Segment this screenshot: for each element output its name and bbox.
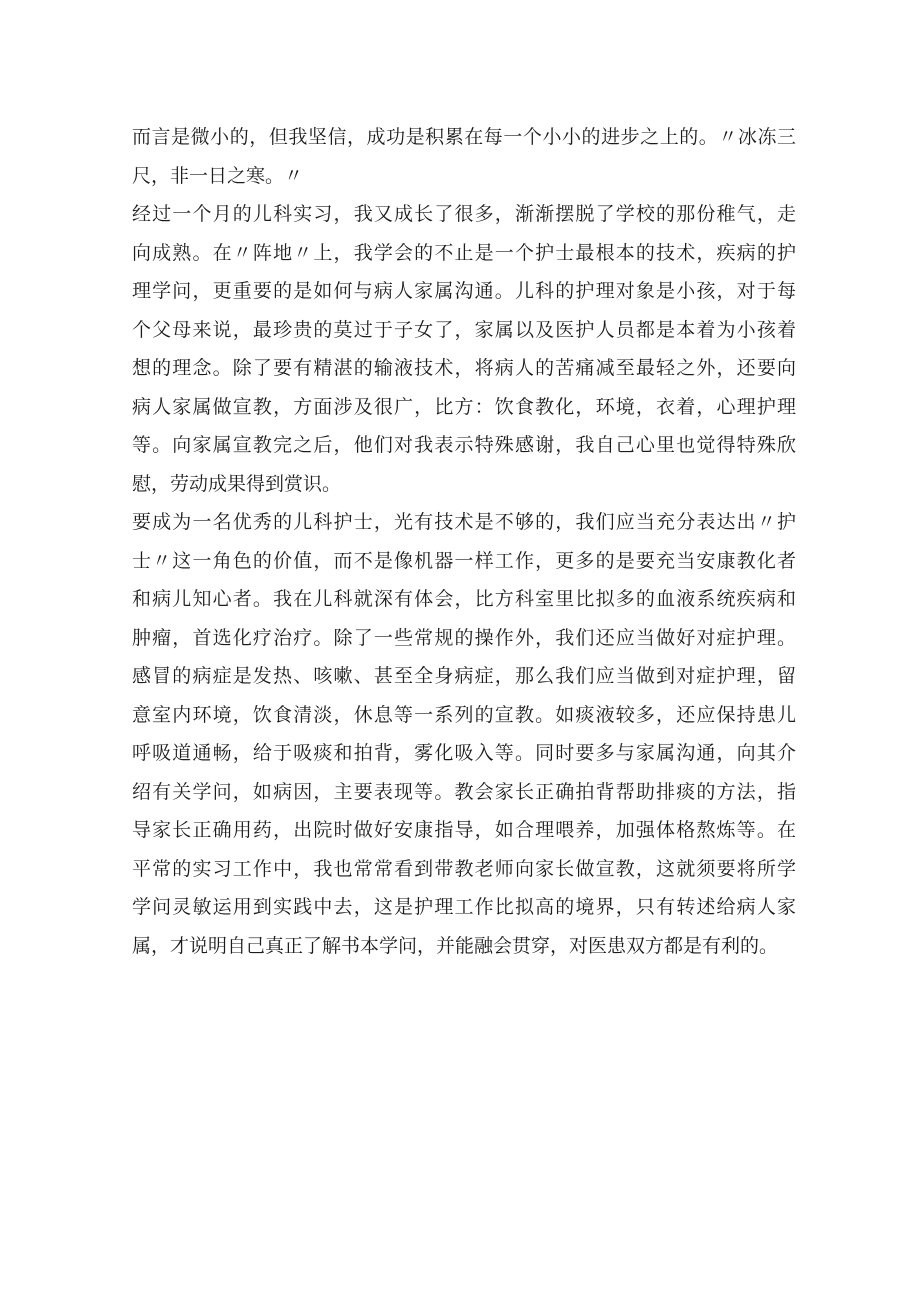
text-line: 绍有关学问，如病因，主要表现等。教会家长正确拍背帮助排痰的方法，指 bbox=[132, 780, 796, 803]
text-line: 向成熟。在〃阵地〃上，我学会的不止是一个护士最根本的技术，疾病的护 bbox=[132, 241, 796, 264]
text-line: 慰，劳动成果得到赏识。 bbox=[132, 472, 342, 495]
text-line: 等。向家属宣教完之后，他们对我表示特殊感谢，我自己心里也觉得特殊欣 bbox=[132, 434, 796, 456]
text-line: 要成为一名优秀的儿科护士，光有技术是不够的，我们应当充分表达出〃护 bbox=[132, 511, 796, 533]
text-line: 病人家属做宣教，方面涉及很广，比方：饮食教化，环境，衣着，心理护理 bbox=[132, 395, 796, 418]
text-line: 理学问，更重要的是如何与病人家属沟通。儿科的护理对象是小孩，对于每 bbox=[132, 280, 796, 302]
text-line: 而言是微小的，但我坚信，成功是积累在每一个小小的进步之上的。〃冰冻三 bbox=[132, 126, 796, 148]
paragraph-3 bbox=[132, 503, 796, 965]
text-line: 个父母来说，最珍贵的莫过于子女了，家属以及医护人员都是本着为小孩着 bbox=[132, 318, 796, 341]
paragraph-2 bbox=[132, 195, 796, 503]
document-body bbox=[132, 118, 796, 965]
text-line: 呼吸道通畅，给于吸痰和拍背，雾化吸入等。同时要多与家属沟通，向其介 bbox=[132, 742, 796, 764]
text-line: 属，才说明自己真正了解书本学问，并能融会贯穿，对医患双方都是有利的。 bbox=[132, 934, 779, 957]
text-line: 和病儿知心者。我在儿科就深有体会，比方科室里比拟多的血液系统疾病和 bbox=[132, 588, 796, 610]
text-line: 想的理念。除了要有精湛的输液技术，将病人的苦痛减至最轻之外，还要向 bbox=[132, 357, 796, 379]
text-line: 经过一个月的儿科实习，我又成长了很多，渐渐摆脱了学校的那份稚气，走 bbox=[132, 203, 796, 225]
text-line: 学问灵敏运用到实践中去，这是护理工作比拟高的境界，只有转述给病人家 bbox=[132, 896, 796, 918]
text-line: 肿瘤，首选化疗治疗。除了一些常规的操作外，我们还应当做好对症护理。 bbox=[132, 626, 796, 649]
text-line: 意室内环境，饮食清淡，休息等一系列的宣教。如痰液较多，还应保持患儿 bbox=[132, 703, 796, 726]
text-line: 导家长正确用药，出院时做好安康指导，如合理喂养，加强体格熬炼等。在 bbox=[132, 819, 796, 841]
text-line: 尺，非一日之寒。〃 bbox=[132, 164, 304, 187]
paragraph-1 bbox=[132, 118, 796, 195]
text-line: 平常的实习工作中，我也常常看到带教老师向家长做宣教，这就须要将所学 bbox=[132, 857, 796, 880]
text-line: 感冒的病症是发热、咳嗽、甚至全身病症，那么我们应当做到对症护理，留 bbox=[132, 665, 796, 687]
text-line: 士〃这一角色的价值，而不是像机器一样工作，更多的是要充当安康教化者 bbox=[132, 549, 796, 572]
